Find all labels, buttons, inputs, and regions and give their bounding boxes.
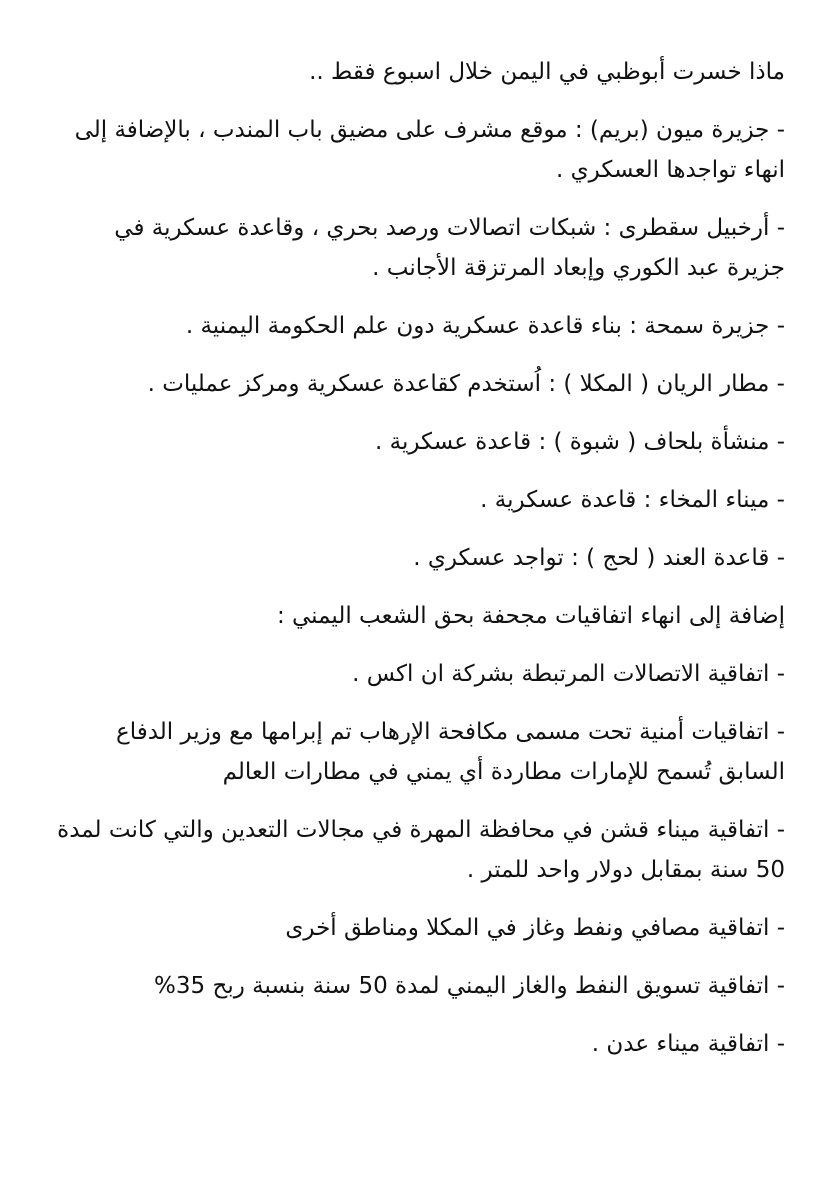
- item-qishn-port: - اتفاقية ميناء قشن في محافظة المهرة في مجالات التعدين والتي كانت لمدة 50 سنة بمقابل دولار واحد للمتر .: [57, 817, 785, 883]
- item-aden-port: - اتفاقية ميناء عدن .: [591, 1031, 785, 1057]
- agreements-heading: إضافة إلى انهاء اتفاقيات مجحفة بحق الشعب اليمني :: [276, 603, 785, 629]
- item-security-agreements: - اتفاقيات أمنية تحت مسمى مكافحة الإرهاب تم إبرامها مع وزير الدفاع السابق تُسمح للإمارات مطاردة أي يمني في مطارات العالم: [116, 719, 785, 785]
- item-oil-marketing: - اتفاقية تسويق النفط والغاز اليمني لمدة 50 سنة بنسبة ربح 35%: [154, 973, 785, 999]
- item-mokha-port: - ميناء المخاء : قاعدة عسكرية .: [480, 487, 785, 513]
- headline: ماذا خسرت أبوظبي في اليمن خلال اسبوع فقط ..: [309, 59, 785, 85]
- item-telecom-agreement: - اتفاقية الاتصالات المرتبطة بشركة ان اكس .: [352, 661, 785, 687]
- item-refineries: - اتفاقية مصافي ونفط وغاز في المكلا ومناطق أخرى: [285, 915, 785, 941]
- item-mayun-island: - جزيرة ميون (بريم) : موقع مشرف على مضيق باب المندب ، بالإضافة إلى انهاء تواجدها العسكري .: [74, 117, 785, 183]
- item-balhaf: - منشأة بلحاف ( شبوة ) : قاعدة عسكرية .: [374, 429, 785, 455]
- article-body: [55, 52, 785, 1082]
- item-socotra: - أرخبيل سقطرى : شبكات اتصالات ورصد بحري ، وقاعدة عسكرية في جزيرة عبد الكوري وإبعاد المرتزقة الأجانب .: [114, 215, 785, 281]
- item-samha-island: - جزيرة سمحة : بناء قاعدة عسكرية دون علم الحكومة اليمنية .: [185, 313, 785, 339]
- item-anad-base: - قاعدة العند ( لحج ) : تواجد عسكري .: [413, 545, 785, 571]
- item-riyan-airport: - مطار الريان ( المكلا ) : اُستخدم كقاعدة عسكرية ومركز عمليات .: [147, 371, 785, 397]
